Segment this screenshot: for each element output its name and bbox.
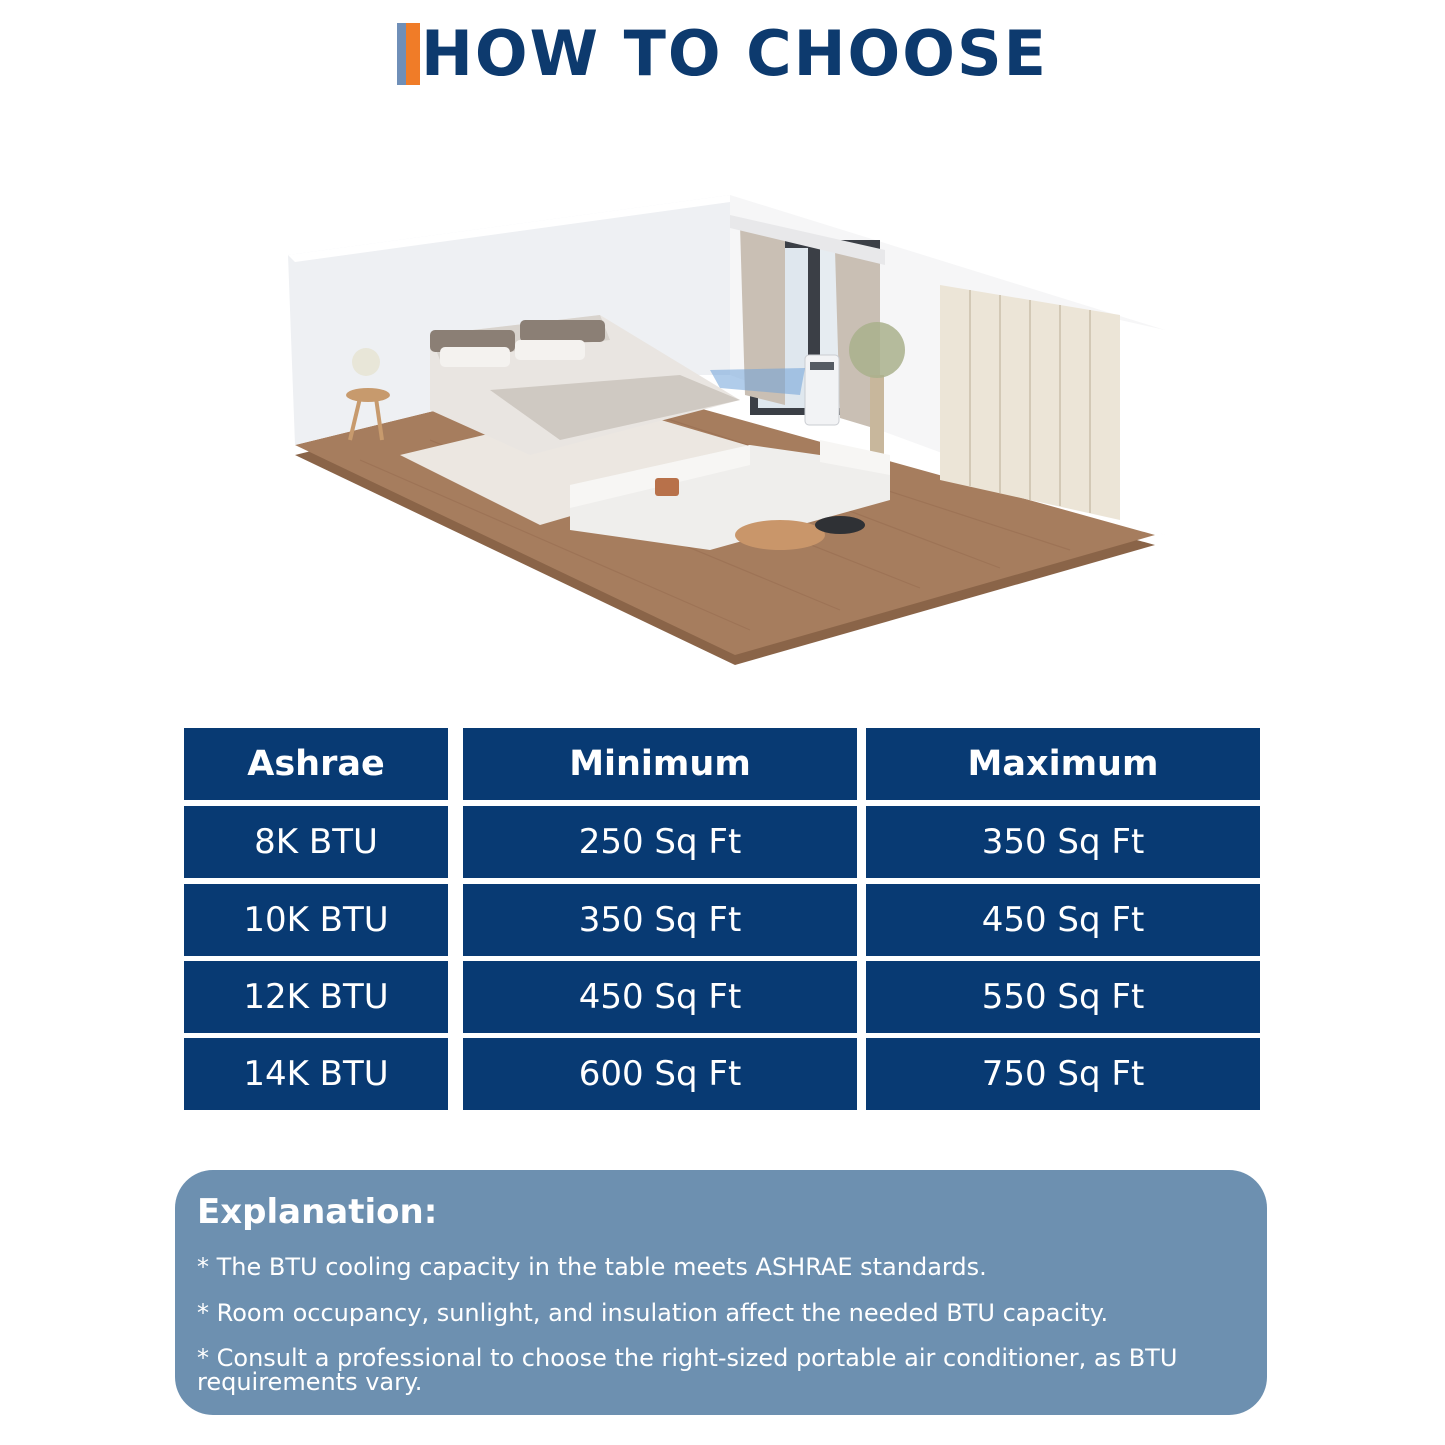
table-cell-max-area: 550 Sq Ft xyxy=(866,961,1260,1033)
explanation-line: * The BTU cooling capacity in the table meets ASHRAE standards. xyxy=(197,1253,987,1281)
sofa-cushion-orange xyxy=(655,478,679,496)
coffee-table-round xyxy=(735,520,825,550)
explanation-line: * Room occupancy, sunlight, and insulation affect the needed BTU capacity. xyxy=(197,1299,1109,1327)
header-ashrae: Ashrae xyxy=(184,728,448,800)
page-header xyxy=(0,18,1445,90)
table-cell-min-area: 600 Sq Ft xyxy=(463,1038,857,1110)
right-wall-edge xyxy=(1120,320,1165,535)
bedroom-illustration xyxy=(280,190,1180,680)
table-cell-max-area: 750 Sq Ft xyxy=(866,1038,1260,1110)
explanation-line: * Consult a professional to choose the right-sized portable air conditioner, as BTU requirements vary. xyxy=(197,1344,1178,1396)
btu-size-table xyxy=(184,728,1262,1110)
header-minimum: Minimum xyxy=(463,728,857,800)
table-cell-max-area: 450 Sq Ft xyxy=(866,884,1260,956)
pillow-light-2 xyxy=(515,340,585,360)
header-maximum: Maximum xyxy=(866,728,1260,800)
explanation-title: Explanation: xyxy=(197,1192,438,1232)
pillow-dark-2 xyxy=(520,320,605,342)
table-cell-min-area: 350 Sq Ft xyxy=(463,884,857,956)
table-cell-min-area: 250 Sq Ft xyxy=(463,806,857,878)
plant-leaves xyxy=(849,322,905,378)
table-cell-max-area: 350 Sq Ft xyxy=(866,806,1260,878)
title-accent-mark xyxy=(397,21,431,87)
table-cell-capacity: 8K BTU xyxy=(184,806,448,878)
flower-vase xyxy=(352,348,380,376)
pillow-light-1 xyxy=(440,347,510,367)
table-cell-capacity: 12K BTU xyxy=(184,961,448,1033)
ac-display xyxy=(810,362,834,370)
table-cell-capacity: 10K BTU xyxy=(184,884,448,956)
explanation-panel xyxy=(175,1170,1267,1415)
title-accent-orange-bar xyxy=(406,23,420,85)
coffee-table-dark xyxy=(815,516,865,534)
table-cell-capacity: 14K BTU xyxy=(184,1038,448,1110)
table-cell-min-area: 450 Sq Ft xyxy=(463,961,857,1033)
side-table xyxy=(346,388,390,402)
plant-pot xyxy=(870,375,884,455)
page-title: HOW TO CHOOSE xyxy=(421,17,1048,90)
